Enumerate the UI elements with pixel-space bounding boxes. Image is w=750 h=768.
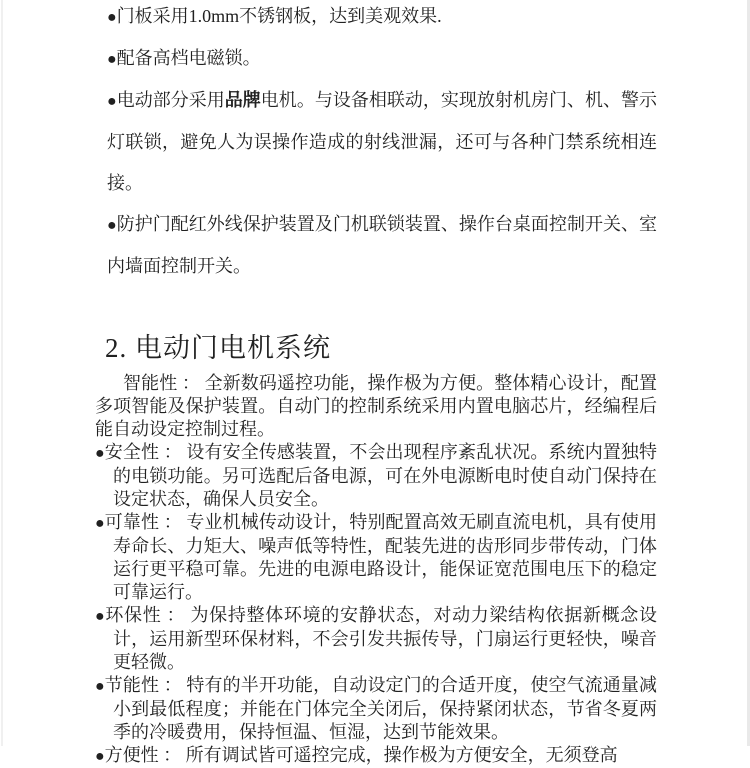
list-item [107, 38, 657, 80]
feature-text: 方便性 ： 所有调试皆可遥控完成，操作极为方便安全，无须登高 [104, 745, 618, 765]
section-heading: 2. 电动门电机系统 [105, 333, 331, 363]
brand-name-bold: 品牌 [224, 90, 261, 110]
list-item [107, 204, 657, 287]
bullet-icon: ● [95, 515, 105, 532]
feature-item-reliability [95, 511, 657, 604]
bullet-icon: ● [107, 217, 117, 234]
motor-system-section [95, 372, 657, 768]
feature-text: 环保性 ： 为保持整体环境的安静状态，对动力梁结构依据新概念设计，运用新型环保材料，不会引发共振传导，门扇运行更轻快，噪音更轻微。 [105, 605, 657, 672]
bullet-icon: ● [107, 93, 117, 110]
door-specs-list [107, 0, 657, 287]
feature-item-environment [95, 604, 657, 674]
list-item [107, 80, 657, 204]
list-item [107, 0, 657, 38]
feature-item-convenience [95, 744, 657, 768]
list-item-text: 防护门配红外线保护装置及门机联锁装置、操作台桌面控制开关、室内墙面控制开关。 [107, 214, 658, 276]
bullet-icon: ● [95, 608, 106, 625]
feature-text: 可靠性 ： 专业机械传动设计，特别配置高效无刷直流电机，具有使用寿命长、力矩大、噪声低等特性，配装先进的齿形同步带传动，门体运行更平稳可靠。先进的电源电路设计，能保证宽范围电压下的稳定可靠运行。 [104, 512, 658, 602]
scan-page-left-edge [1, 0, 3, 746]
bullet-icon: ● [107, 51, 117, 68]
bullet-icon: ● [95, 748, 105, 765]
bullet-icon: ● [107, 9, 117, 26]
list-item-text: 门板采用1.0mm不锈钢板，达到美观效果. [116, 6, 442, 26]
bullet-icon: ● [95, 445, 105, 462]
feature-text: 安全性 ： 设有安全传感装置，不会出现程序紊乱状况。系统内置独特的电锁功能。另可选配后备电源，可在外电源断电时使自动门保持在设定状态，确保人员安全。 [104, 442, 658, 509]
list-item-text: 电动部分采用 [116, 90, 225, 110]
list-item-text: 配备高档电磁锁。 [116, 48, 261, 68]
feature-text: 节能性 ： 特有的半开功能，自动设定门的合适开度，使空气流通量减小到最低程度；并能在门体完全关闭后，保持紧闭状态，节省冬夏两季的冷暖费用，保持恒温、恒湿，达到节能效果。 [104, 675, 658, 742]
feature-item-safety [95, 441, 657, 511]
bullet-icon: ● [95, 678, 105, 695]
feature-item-energy-saving [95, 674, 657, 744]
list-item-text: 电机。与设备相联动，实现放射机房门、机、警示灯联锁，避免人为误操作造成的射线泄漏，还可与各种门禁系统相连接。 [107, 90, 658, 193]
intro-paragraph: 智能性 ： 全新数码遥控功能，操作极为方便。整体精心设计，配置多项智能及保护装置。自动门的控制系统采用内置电脑芯片，经编程后能自动设定控制过程。 [95, 373, 657, 439]
